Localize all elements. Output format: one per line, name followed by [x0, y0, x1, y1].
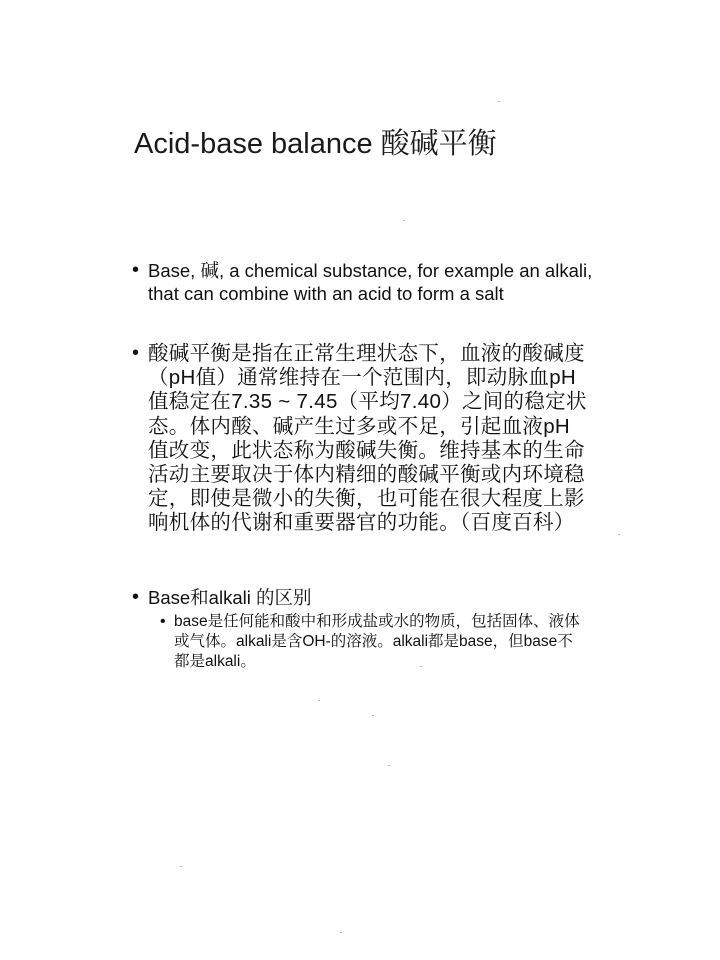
slide-title: Acid-base balance 酸碱平衡 [134, 128, 497, 160]
bullet-text: 酸碱平衡是指在正常生理状态下，血液的酸碱度（pH值）通常维持在一个范围内，即动脉血pH值稳定在7.35 ~ 7.45（平均7.40）之间的稳定状态。体内酸、碱产生过多或不足，引起血液pH值改变，此状态称为酸碱失衡。维持基本的生命活动主要取决于体内精细的酸碱平衡或内环境稳定，即使是微小的失衡，也可能在很大程度上影响机体的代谢和重要器官的功能。（百度百科） [148, 342, 587, 535]
scan-speck [618, 534, 620, 535]
bullet-marker: • [132, 259, 140, 281]
sub-bullet-marker: • [160, 613, 166, 630]
bullet-marker: • [132, 586, 140, 608]
scan-speck [372, 715, 374, 716]
bullet-text: Base和alkali 的区别 [148, 587, 312, 608]
bullet-base-definition [132, 259, 608, 305]
scan-speck [340, 932, 342, 933]
bullet-marker: • [132, 342, 140, 364]
scan-speck [180, 866, 182, 867]
scan-speck [403, 220, 405, 221]
sub-bullet-text: base是任何能和酸中和形成盐或水的物质，包括固体、液体或气体。alkali是含OH-的溶液。alkali都是base，但base不都是alkali。 [174, 613, 580, 670]
scan-speck [388, 765, 390, 766]
bullet-text: Base, 碱, a chemical substance, for example an alkali, that can combine with an acid to form a salt [148, 260, 593, 304]
sub-bullet-difference [160, 612, 584, 672]
scan-speck [318, 700, 320, 701]
bullet-base-vs-alkali [132, 586, 311, 609]
scan-speck [420, 666, 422, 667]
bullet-acid-base-balance [132, 342, 588, 536]
scan-speck [498, 101, 500, 102]
